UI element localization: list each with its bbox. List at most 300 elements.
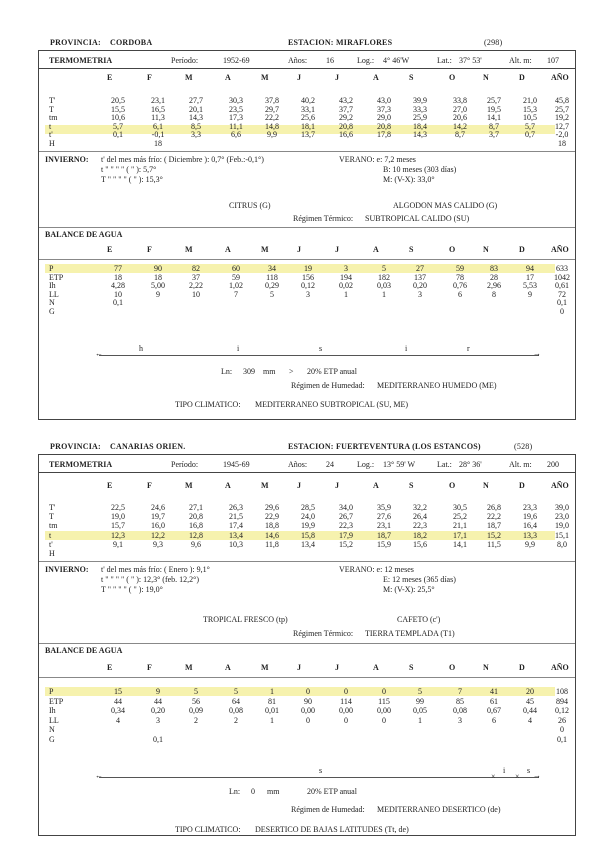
table-cell: 17 <box>526 272 534 282</box>
table-cell: 137 <box>414 272 426 282</box>
table-cell: 19,6 <box>523 512 537 522</box>
table-cell: 108 <box>556 687 568 696</box>
table-cell: 21,0 <box>523 96 537 105</box>
provincia-label: PROVINCIA: <box>50 38 101 47</box>
table-cell: 18,4 <box>413 121 427 131</box>
table-cell: -2,0 <box>555 130 569 140</box>
table-cell: 29,7 <box>265 104 279 114</box>
balance-title: BALANCE DE AGUA <box>45 646 123 655</box>
ln-unit: mm <box>263 367 276 376</box>
table-cell: 0,61 <box>555 281 569 291</box>
table-cell: 16,0 <box>151 521 165 531</box>
table-row <box>43 549 571 558</box>
table-cell: 28 <box>490 272 498 282</box>
month-header-cell: A <box>373 73 379 82</box>
scale-mark: i <box>405 344 408 353</box>
station-sheet-fuerteventura <box>38 440 576 835</box>
table-cell: 0,1 <box>113 130 123 140</box>
table-cell: 8,7 <box>489 121 499 131</box>
scale-mark: s <box>319 766 323 775</box>
scale-mark: r <box>467 344 470 353</box>
long-label: Log.: <box>357 56 375 65</box>
month-header-cell: M <box>185 663 193 672</box>
table-cell: 0,00 <box>301 706 315 716</box>
anos-label: Años: <box>288 56 308 65</box>
table-cell: 1 <box>344 289 348 299</box>
month-header-cell: M <box>261 245 269 254</box>
estacion-value: FUERTEVENTURA (LOS ESTANCOS) <box>336 442 481 451</box>
table-cell: 5 <box>270 289 274 299</box>
table-cell: 24,0 <box>301 512 315 522</box>
long-label: Log.: <box>357 460 375 469</box>
table-cell: 15,3 <box>523 104 537 114</box>
termometria-meta <box>43 56 571 66</box>
ln-label: Ln: <box>221 367 233 376</box>
table-cell: 0,29 <box>265 281 279 291</box>
month-header-cell: S <box>409 663 414 672</box>
table-cell: 78 <box>456 272 464 282</box>
table-cell: 22,5 <box>111 503 125 512</box>
termometria-meta <box>43 460 571 470</box>
verano-line-3: M: (V-X): 33,0° <box>383 175 435 184</box>
table-cell: 37,8 <box>265 96 279 105</box>
table-cell: 3 <box>458 715 462 725</box>
table-cell: 1,02 <box>229 281 243 291</box>
month-header-cell: D <box>519 481 525 490</box>
month-header-cell: J <box>297 245 301 254</box>
table-cell: 61 <box>490 696 498 706</box>
etp-text: 20% ETP anual <box>307 787 357 796</box>
humedad-value: MEDITERRANEO DESERTICO (de) <box>377 805 501 814</box>
table-cell: 60 <box>232 264 240 273</box>
row-label: G <box>49 307 55 316</box>
verano-line-1: VERANO: e: 12 meses <box>339 565 414 574</box>
ln-row <box>43 787 571 797</box>
row-label: ETP <box>49 272 64 282</box>
table-cell: 19,2 <box>555 113 569 123</box>
ln-row <box>43 367 571 377</box>
row-label: LL <box>49 289 59 299</box>
month-header-cell: AÑO <box>551 663 569 672</box>
table-cell: 0,44 <box>523 706 537 716</box>
table-cell: 8 <box>492 289 496 299</box>
table-cell: 0,7 <box>525 130 535 140</box>
month-header-cell: F <box>147 663 152 672</box>
table-cell: 17,1 <box>453 530 467 540</box>
table-cell: 23,0 <box>555 512 569 522</box>
table-cell: 20,5 <box>111 96 125 105</box>
table-cell: 81 <box>268 696 276 706</box>
table-row <box>43 540 571 549</box>
table-cell: 15,8 <box>301 530 315 540</box>
table-cell: 0 <box>382 715 386 725</box>
row-label: tm <box>49 113 58 123</box>
table-cell: 9 <box>156 687 160 696</box>
table-cell: 13,4 <box>229 530 243 540</box>
row-label: N <box>49 725 55 735</box>
month-header-cell: O <box>449 245 456 254</box>
row-label: Ih <box>49 706 56 716</box>
month-header-cell: M <box>185 481 193 490</box>
table-row <box>43 716 571 725</box>
table-cell: 25,6 <box>301 113 315 123</box>
estacion-label: ESTACION: <box>288 38 334 47</box>
table-cell: 9,3 <box>153 539 163 549</box>
month-header-cell: AÑO <box>551 73 569 82</box>
table-cell: 0,03 <box>377 281 391 291</box>
periodo-label: Período: <box>171 460 199 469</box>
month-header-cell: AÑO <box>551 245 569 254</box>
table-cell: 14,1 <box>487 113 501 123</box>
invierno-line-2: t " " " " ( " ): 12,3° (feb. 12,2°) <box>101 575 200 584</box>
table-cell: 3,7 <box>489 130 499 140</box>
row-label: T' <box>49 503 56 512</box>
table-cell: 5 <box>382 264 386 273</box>
table-cell: 0,01 <box>265 706 279 716</box>
month-header-cell: O <box>449 481 456 490</box>
table-cell: 11,1 <box>229 121 243 131</box>
table-cell: 10 <box>114 289 122 299</box>
table-cell: 24,6 <box>151 503 165 512</box>
table-cell: 3 <box>418 289 422 299</box>
month-header-cell: D <box>519 73 525 82</box>
table-cell: 77 <box>114 264 122 273</box>
table-cell: 5 <box>194 687 198 696</box>
table-cell: 35,9 <box>377 503 391 512</box>
month-header-cell: M <box>185 245 193 254</box>
table-cell: 10,3 <box>229 539 243 549</box>
table-cell: 37 <box>192 272 200 282</box>
table-cell: 26,7 <box>339 512 353 522</box>
month-header-cell: S <box>409 73 414 82</box>
table-cell: 22,3 <box>413 521 427 531</box>
tipo-label: TIPO CLIMATICO: <box>175 825 241 834</box>
month-header-cell: N <box>483 663 489 672</box>
periodo-value: 1945-69 <box>223 460 250 469</box>
table-cell: 0 <box>344 687 348 696</box>
verano-line-2: B: 10 meses (303 días) <box>383 165 457 174</box>
ln-compare: > <box>289 367 294 376</box>
table-cell: 22,9 <box>265 512 279 522</box>
table-cell: 56 <box>192 696 200 706</box>
table-cell: 0,00 <box>339 706 353 716</box>
table-cell: 2,96 <box>487 281 501 291</box>
table-cell: 0,20 <box>151 706 165 716</box>
table-cell: 9,9 <box>267 130 277 140</box>
tipo-label: TIPO CLIMATICO: <box>175 400 241 409</box>
table-cell: 19,0 <box>111 512 125 522</box>
table-cell: 17,3 <box>229 113 243 123</box>
table-cell: 0,1 <box>557 298 567 308</box>
table-row <box>43 725 571 734</box>
table-cell: 41 <box>490 687 498 696</box>
table-cell: 28,5 <box>301 503 315 512</box>
table-cell: 99 <box>416 696 424 706</box>
table-cell: 18,8 <box>265 521 279 531</box>
table-cell: 156 <box>302 272 314 282</box>
anos-value: 16 <box>326 56 334 65</box>
table-cell: 14,6 <box>265 530 279 540</box>
table-cell: 13,7 <box>301 130 315 140</box>
table-cell: 20,1 <box>189 104 203 114</box>
table-cell: 27,0 <box>453 104 467 114</box>
table-cell: 44 <box>154 696 162 706</box>
month-header-cell: O <box>449 663 456 672</box>
table-cell: 0,67 <box>487 706 501 716</box>
humedad-label: Régimen de Humedad: <box>291 381 365 390</box>
lat-value: 28° 36' <box>459 460 482 469</box>
month-header-cell: J <box>335 481 339 490</box>
table-cell: 15,2 <box>487 530 501 540</box>
row-label: Ih <box>49 281 56 291</box>
table-cell: 9,1 <box>113 539 123 549</box>
month-header-cell: A <box>373 663 379 672</box>
table-cell: 25,2 <box>453 512 467 522</box>
crop-right: CAFETO (c') <box>397 615 441 624</box>
table-cell: 5,00 <box>151 281 165 291</box>
ln-value: 0 <box>251 787 255 796</box>
table-cell: 8,5 <box>191 121 201 131</box>
table-cell: 23,1 <box>151 96 165 105</box>
table-cell: 3 <box>344 264 348 273</box>
humedad-row <box>43 805 571 815</box>
month-header-cell: E <box>107 663 113 672</box>
table-cell: 20 <box>526 687 534 696</box>
table-row <box>43 139 571 148</box>
table-cell: 7 <box>458 687 462 696</box>
table-cell: 22,2 <box>487 512 501 522</box>
long-value: 13° 59' W <box>383 460 416 469</box>
table-cell: 18 <box>114 272 122 282</box>
crop-block <box>43 615 571 639</box>
table-cell: 0 <box>344 715 348 725</box>
periodo-value: 1952-69 <box>223 56 250 65</box>
row-label: T' <box>49 96 56 105</box>
table-cell: 0,05 <box>413 706 427 716</box>
table-cell: 1 <box>270 715 274 725</box>
humedad-label: Régimen de Humedad: <box>291 805 365 814</box>
table-cell: 27,7 <box>189 96 203 105</box>
table-row <box>43 521 571 530</box>
month-header-cell: A <box>225 245 231 254</box>
table-cell: 6 <box>492 715 496 725</box>
table-cell: 32,2 <box>413 503 427 512</box>
invierno-label: INVIERNO: <box>45 565 89 574</box>
month-header-cell: A <box>225 663 231 672</box>
table-cell: -0,1 <box>151 130 165 140</box>
table-cell: 15,9 <box>377 539 391 549</box>
table-cell: 30,5 <box>453 503 467 512</box>
month-header-cell: M <box>185 73 193 82</box>
month-header-cell: D <box>519 245 525 254</box>
table-cell: 29,0 <box>377 113 391 123</box>
table-cell: 12,7 <box>555 121 569 131</box>
invierno-block <box>43 565 571 605</box>
table-cell: 0,12 <box>301 281 315 291</box>
table-cell: 26 <box>558 715 566 725</box>
long-value: 4° 46'W <box>383 56 410 65</box>
month-header-cell: E <box>107 73 113 82</box>
table-cell: 34 <box>268 264 276 273</box>
table-cell: 12,3 <box>111 530 125 540</box>
row-label: tm <box>49 521 58 531</box>
table-cell: 25,7 <box>555 104 569 114</box>
table-cell: 14,2 <box>453 121 467 131</box>
table-cell: 39,0 <box>555 503 569 512</box>
table-cell: 6 <box>458 289 462 299</box>
row-label: P <box>49 687 54 696</box>
balance-title: BALANCE DE AGUA <box>45 230 123 239</box>
table-cell: 18,1 <box>301 121 315 131</box>
anos-label: Años: <box>288 460 308 469</box>
table-cell: 82 <box>192 264 200 273</box>
table-cell: 18 <box>154 139 162 148</box>
table-cell: 0 <box>382 687 386 696</box>
provincia-value: CORDOBA <box>110 38 153 47</box>
table-cell: 90 <box>304 696 312 706</box>
month-header-cell: M <box>261 481 269 490</box>
table-cell: 8,0 <box>557 539 567 549</box>
scale-mark: h <box>139 344 143 353</box>
table-cell: 15,7 <box>111 521 125 531</box>
table-cell: 5,53 <box>523 281 537 291</box>
table-cell: 114 <box>340 696 352 706</box>
table-cell: 194 <box>340 272 352 282</box>
station-code: (528) <box>514 442 533 451</box>
table-cell: 19,0 <box>555 521 569 531</box>
table-cell: 19,7 <box>151 512 165 522</box>
table-row <box>43 307 571 316</box>
month-header-cell: A <box>373 481 379 490</box>
table-cell: 14,8 <box>265 121 279 131</box>
regimen-termico-label: Régimen Térmico: <box>293 214 354 223</box>
table-cell: 894 <box>556 696 568 706</box>
balance-title-row <box>43 646 571 656</box>
crop-left: TROPICAL FRESCO (tp) <box>203 615 288 624</box>
table-cell: 15 <box>114 687 122 696</box>
thermo-month-header <box>43 481 571 491</box>
verano-line-3: M: (V-X): 25,5° <box>383 585 435 594</box>
table-cell: 1042 <box>554 272 570 282</box>
tipo-value: MEDITERRANEO SUBTROPICAL (SU, ME) <box>255 400 409 409</box>
table-cell: 18,2 <box>413 530 427 540</box>
table-cell: 33,3 <box>413 104 427 114</box>
row-label: t <box>49 121 52 131</box>
row-label: ETP <box>49 696 64 706</box>
table-cell: 15,6 <box>413 539 427 549</box>
table-cell: 22,2 <box>265 113 279 123</box>
table-cell: 37,3 <box>377 104 391 114</box>
table-cell: 0,12 <box>555 706 569 716</box>
table-cell: 7 <box>234 289 238 299</box>
month-header-cell: E <box>107 245 113 254</box>
table-cell: 633 <box>556 264 568 273</box>
table-cell: 39,9 <box>413 96 427 105</box>
table-cell: 34,0 <box>339 503 353 512</box>
table-cell: 43,0 <box>377 96 391 105</box>
table-cell: 0 <box>560 307 564 316</box>
water-month-header <box>43 245 571 255</box>
invierno-line-2: t " " " " ( " ): 5,7° <box>101 165 157 174</box>
table-cell: 72 <box>558 289 566 299</box>
month-header-cell: J <box>297 73 301 82</box>
table-cell: 16,6 <box>339 130 353 140</box>
table-cell: 29,2 <box>339 113 353 123</box>
table-cell: 14,3 <box>413 130 427 140</box>
table-cell: 115 <box>378 696 390 706</box>
table-cell: 3,3 <box>191 130 201 140</box>
table-cell: 0 <box>306 687 310 696</box>
table-cell: 182 <box>378 272 390 282</box>
month-header-cell: N <box>483 245 489 254</box>
invierno-line-3: T " " " " ( " ): 19,0° <box>101 585 163 594</box>
row-label: t' <box>49 539 53 549</box>
table-cell: 1 <box>418 715 422 725</box>
table-cell: 8,7 <box>455 130 465 140</box>
row-label: H <box>49 139 55 148</box>
anos-value: 24 <box>326 460 334 469</box>
month-header-cell: AÑO <box>551 481 569 490</box>
month-header-cell: F <box>147 481 152 490</box>
table-cell: 17,9 <box>339 530 353 540</box>
table-cell: 59 <box>456 264 464 273</box>
table-cell: 23,5 <box>229 104 243 114</box>
month-header-cell: E <box>107 481 113 490</box>
table-row <box>43 512 571 521</box>
moisture-scale: ← → s i s × × <box>95 766 541 781</box>
provincia-label: PROVINCIA: <box>50 442 101 451</box>
table-cell: 10,6 <box>111 113 125 123</box>
sheet-header <box>38 440 576 454</box>
table-cell: 20,6 <box>453 113 467 123</box>
table-cell: 11,3 <box>151 113 165 123</box>
ln-value: 309 <box>243 367 255 376</box>
month-header-cell: N <box>483 73 489 82</box>
table-cell: 0,09 <box>189 706 203 716</box>
sheet-header <box>38 36 576 50</box>
estacion-label: ESTACION: <box>288 442 334 451</box>
table-cell: 15,2 <box>339 539 353 549</box>
table-cell: 18 <box>558 139 566 148</box>
table-cell: 0,08 <box>453 706 467 716</box>
table-cell: 45,8 <box>555 96 569 105</box>
invierno-block <box>43 155 571 195</box>
humedad-row <box>43 381 571 391</box>
table-row <box>43 687 571 696</box>
invierno-line-1: t' del mes más frío: ( Diciembre ): 0,7° (Feb.:-0,1°) <box>101 155 264 164</box>
table-cell: 0,76 <box>453 281 467 291</box>
table-cell: 12,8 <box>189 530 203 540</box>
table-cell: 12,2 <box>151 530 165 540</box>
row-label: H <box>49 549 55 558</box>
table-cell: 0,02 <box>339 281 353 291</box>
regimen-termico-value: SUBTROPICAL CALIDO (SU) <box>365 214 470 223</box>
table-cell: 16,8 <box>189 521 203 531</box>
table-cell: 0,00 <box>377 706 391 716</box>
regimen-termico-value: TIERRA TEMPLADA (T1) <box>365 629 455 638</box>
row-label: T <box>49 104 54 114</box>
table-row <box>43 503 571 512</box>
table-cell: 40,2 <box>301 96 315 105</box>
table-cell: 90 <box>154 264 162 273</box>
table-cell: 18 <box>154 272 162 282</box>
table-cell: 11,8 <box>265 539 279 549</box>
ln-unit: mm <box>267 787 280 796</box>
table-cell: 3 <box>156 715 160 725</box>
table-cell: 2 <box>234 715 238 725</box>
table-cell: 10 <box>192 289 200 299</box>
water-month-header <box>43 663 571 673</box>
